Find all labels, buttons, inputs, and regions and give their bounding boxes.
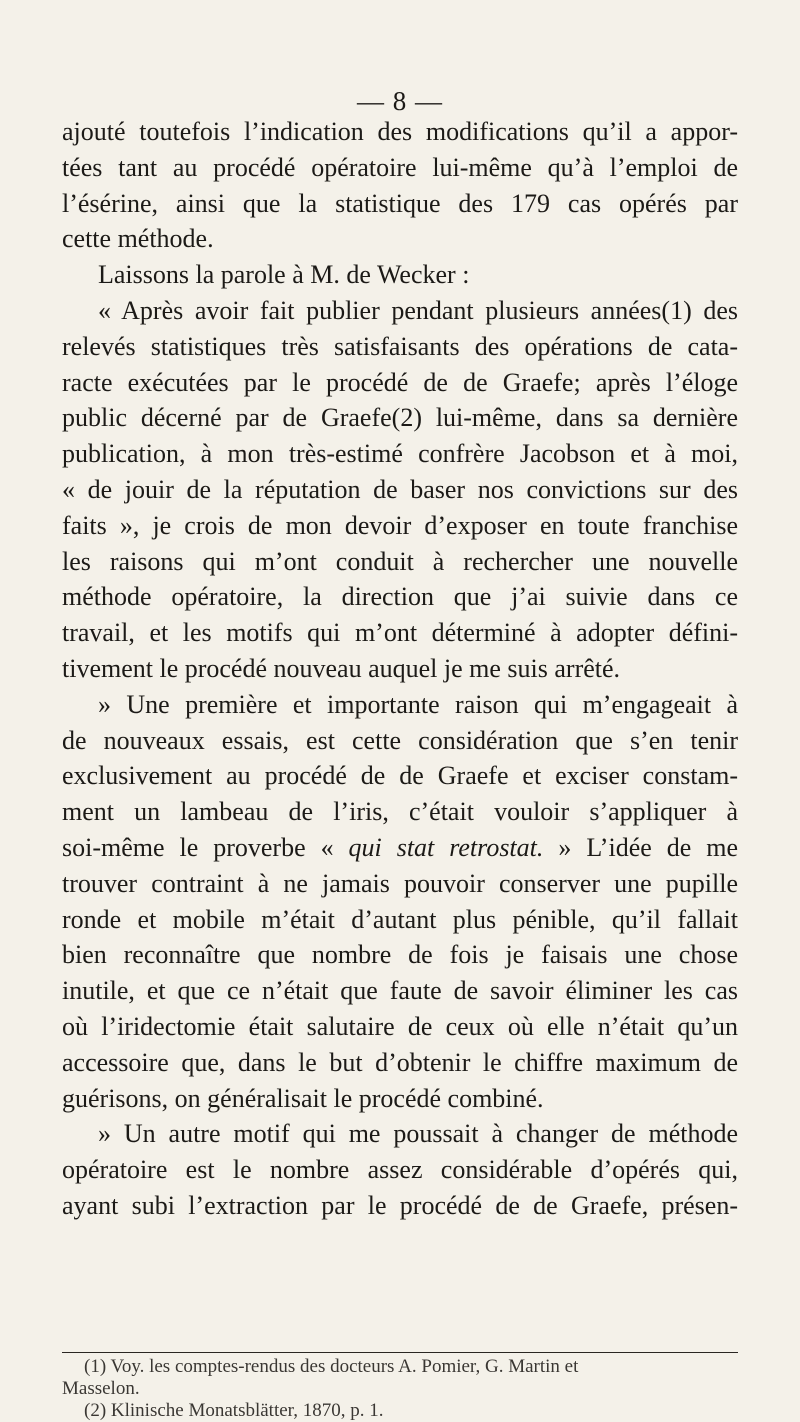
text-line: travail, et les motifs qui m’ont déterminé à adopter défini- — [62, 618, 738, 648]
page-number: — 8 — — [357, 86, 443, 116]
text-line: faits », je crois de mon devoir d’exposer en toute franchise — [62, 510, 738, 540]
text-line: exclusivement au procédé de de Graefe et exciser constam- — [62, 761, 738, 791]
text-line: guérisons, on généralisait le procédé combiné. — [62, 1083, 544, 1113]
text-line: « Après avoir fait publier pendant plusieurs années(1) des — [98, 295, 738, 325]
text-line: accessoire que, dans le but d’obtenir le chiffre maximum de — [62, 1047, 738, 1077]
text-line: l’ésérine, ainsi que la statistique des 179 cas opérés par — [62, 188, 738, 218]
text-line: les raisons qui m’ont conduit à rechercher une nouvelle — [62, 546, 738, 576]
text-line: bien reconnaître que nombre de fois je faisais une chose — [62, 940, 738, 970]
proverb-italic: qui stat retrostat. — [348, 832, 544, 862]
text-line: » Un autre motif qui me poussait à changer de méthode — [98, 1119, 738, 1149]
footnote-divider — [62, 1352, 738, 1353]
text-line: ronde et mobile m’était d’autant plus pénible, qu’il fallait — [62, 904, 738, 934]
footnote-1: (1) Voy. les comptes-rendus des docteurs A. Pomier, G. Martin et — [84, 1356, 579, 1377]
footnotes — [62, 1356, 738, 1422]
text-line: « de jouir de la réputation de baser nos convictions sur des — [62, 474, 738, 504]
footnote-1-continued: Masselon. — [62, 1378, 140, 1399]
text-line: Laissons la parole à M. de Wecker : — [98, 260, 470, 290]
text-line: ayant subi l’extraction par le procédé de de Graefe, présen- — [62, 1190, 738, 1220]
text-line: cette méthode. — [62, 224, 214, 254]
text-line: inutile, et que ce n’était que faute de savoir éliminer les cas — [62, 976, 738, 1006]
text-line: » Une première et importante raison qui m’engageait à — [98, 689, 738, 719]
text-line: de nouveaux essais, est cette considération que s’en tenir — [62, 725, 738, 755]
text-line: tivement le procédé nouveau auquel je me suis arrêté. — [62, 653, 621, 683]
text-line: ment un lambeau de l’iris, c’était vouloir s’appliquer à — [62, 797, 738, 827]
text-line: racte exécutées par le procédé de de Graefe; après l’éloge — [62, 367, 738, 397]
text-line-proverb — [62, 830, 738, 866]
text-line: ajouté toutefois l’indication des modifications qu’il a appor- — [62, 117, 738, 146]
text-line: relevés statistiques très satisfaisants des opérations de cata- — [62, 331, 738, 361]
text-line: méthode opératoire, la direction que j’ai suivie dans ce — [62, 582, 738, 612]
text-line: publication, à mon très-estimé confrère Jacobson et à moi, — [62, 439, 738, 469]
text-line: tées tant au procédé opératoire lui-même qu’à l’emploi de — [62, 152, 738, 182]
text-line: trouver contraint à ne jamais pouvoir conserver une pupille — [62, 868, 738, 898]
body-text — [62, 114, 738, 1224]
footnote-2: (2) Klinische Monatsblätter, 1870, p. 1. — [84, 1400, 384, 1421]
text-line: opératoire est le nombre assez considérable d’opérés qui, — [62, 1155, 738, 1185]
proverb-after: » L’idée de me — [543, 832, 738, 862]
text-line: où l’iridectomie était salutaire de ceux où elle n’était qu’un — [62, 1011, 738, 1041]
text-line: public décerné par de Graefe(2) lui-même, dans sa dernière — [62, 403, 738, 433]
proverb-before: soi-même le proverbe « — [62, 832, 349, 862]
